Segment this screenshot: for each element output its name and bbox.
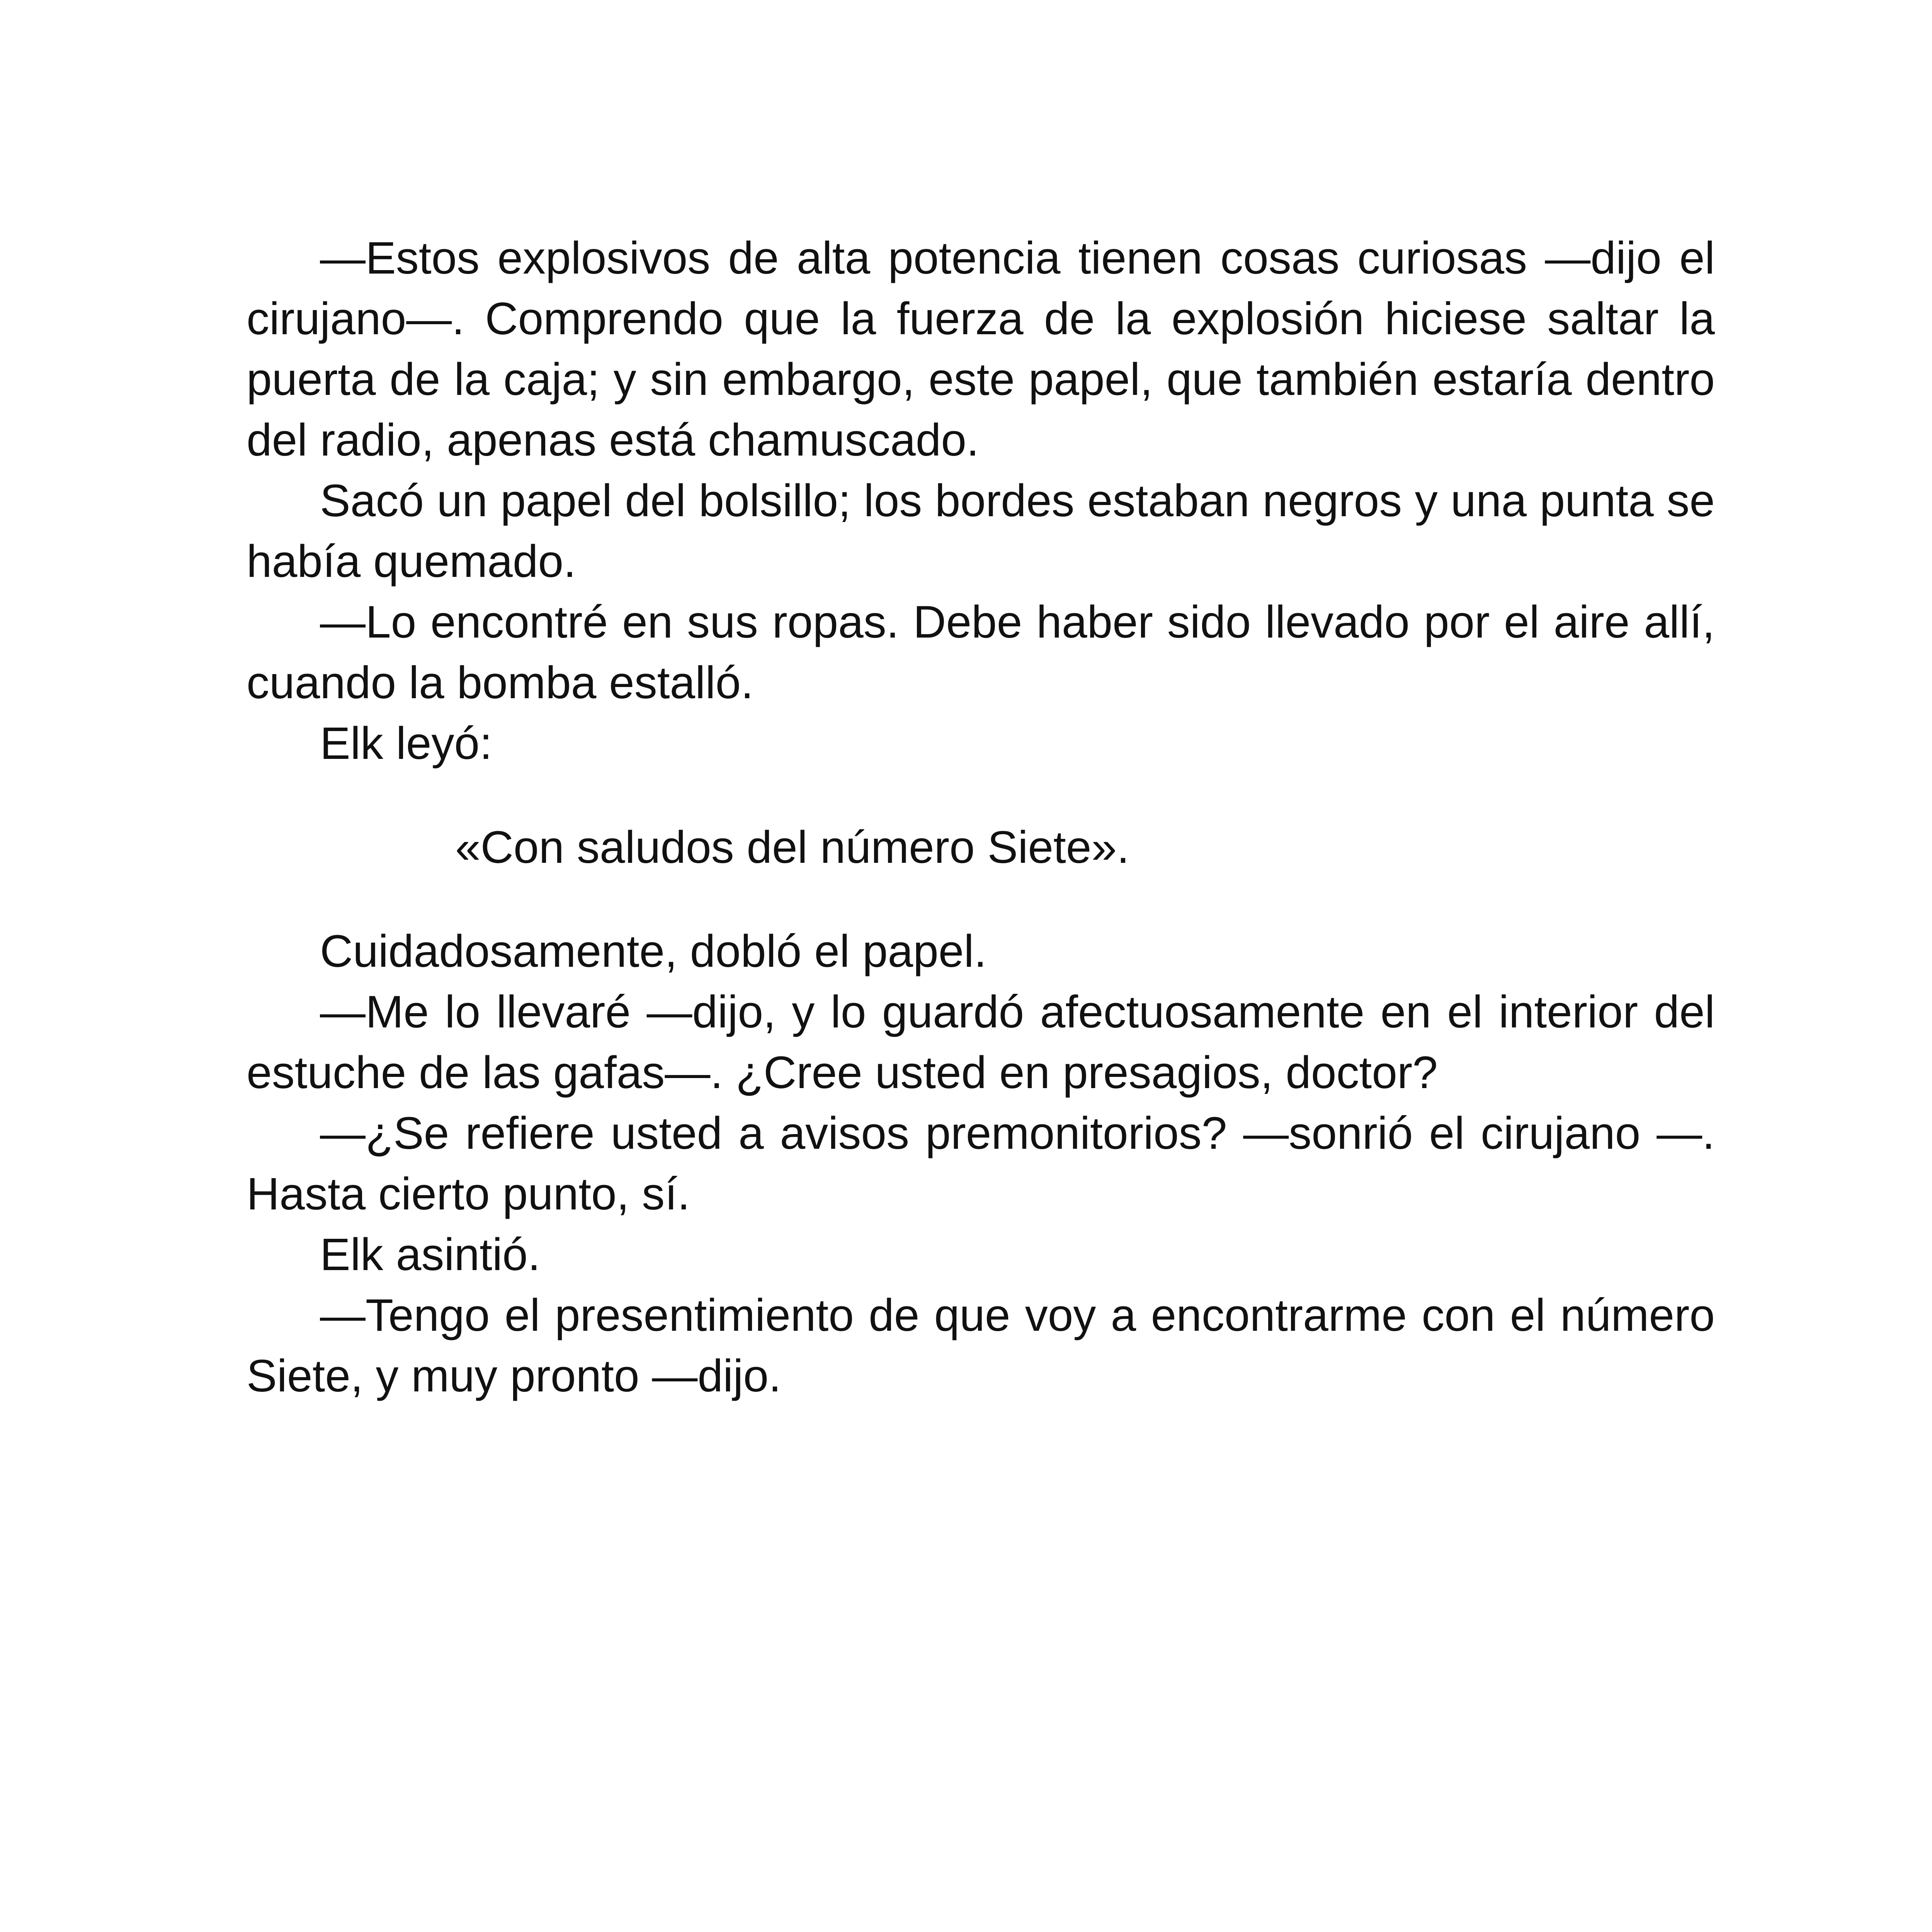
paragraph: Elk leyó: (320, 718, 492, 769)
quoted-note: «Con saludos del número Siete». (455, 822, 1129, 873)
paragraph: —¿Se refiere usted a avisos premonitorios? —sonrió el cirujano —. Hasta cierto punto, sí. (247, 1108, 1715, 1219)
paragraph: Elk asintió. (320, 1229, 541, 1280)
paragraph: Sacó un papel del bolsillo; los bordes estaban negros y una punta se había quemado. (247, 475, 1715, 587)
paragraph: —Estos explosivos de alta potencia tienen cosas curiosas —dijo el cirujano—. Comprendo que la fuerza de la explosión hiciese saltar la puerta de la caja; y sin embargo, este papel, que también estaría dentro del radio, apenas está chamuscado. (247, 233, 1715, 466)
paragraph: —Lo encontré en sus ropas. Debe haber sido llevado por el aire allí, cuando la bomba estalló. (247, 597, 1715, 708)
paragraph: Cuidadosamente, dobló el papel. (320, 926, 987, 977)
paragraph: —Tengo el presentimiento de que voy a encontrarme con el número Siete, y muy pronto —dijo. (247, 1290, 1715, 1401)
paragraph: —Me lo llevaré —dijo, y lo guardó afectuosamente en el interior del estuche de las gafas—. ¿Cree usted en presagios, doctor? (247, 986, 1715, 1098)
body-text (247, 228, 1715, 1406)
